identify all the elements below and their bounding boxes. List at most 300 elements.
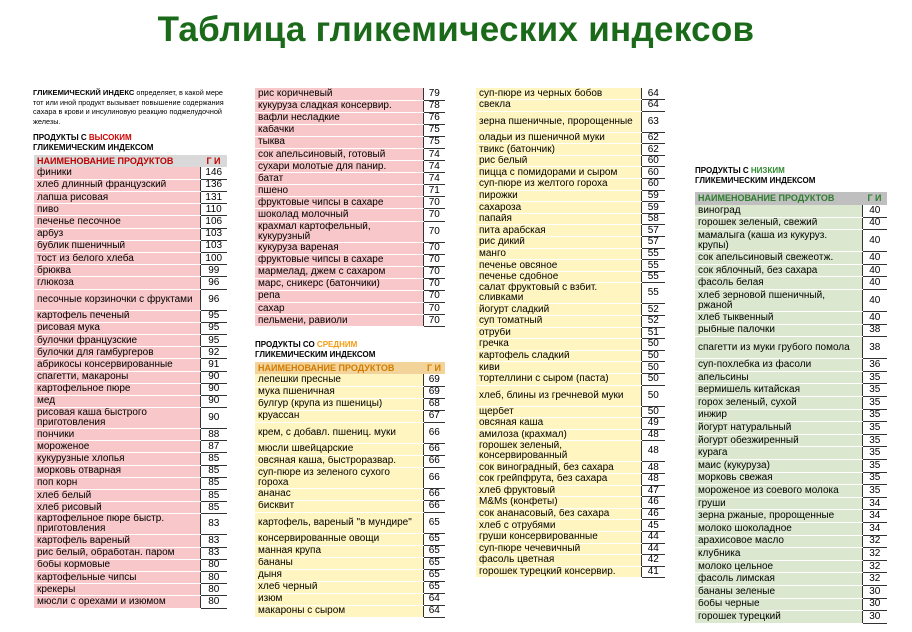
table-row (695, 598, 887, 611)
gi-value: 69 (423, 374, 445, 386)
table-row (255, 410, 445, 422)
product-name: круассан (255, 410, 423, 422)
gi-value: 65 (423, 557, 445, 569)
product-name: булочки для гамбургеров (34, 347, 200, 359)
table-row (34, 465, 227, 477)
table-row (695, 472, 887, 485)
gi-value: 57 (641, 237, 665, 249)
table-row (255, 422, 445, 443)
table-row (695, 434, 887, 447)
table-row (695, 447, 887, 460)
gi-value: 70 (423, 242, 445, 254)
table-row (476, 111, 665, 132)
product-name: вермишель китайская (695, 384, 862, 397)
gi-value: 146 (200, 167, 227, 179)
table-row (476, 190, 665, 202)
gi-value: 75 (423, 124, 445, 136)
product-name: сок виноградный, без сахара (476, 462, 641, 474)
gi-value: 32 (862, 548, 887, 561)
table-row (255, 512, 445, 533)
gi-value: 38 (862, 324, 887, 337)
gi-value: 35 (862, 447, 887, 460)
gi-value: 36 (862, 359, 887, 372)
gi-value: 87 (200, 441, 227, 453)
product-name: изюм (255, 593, 423, 605)
table-row (34, 359, 227, 371)
gi-value: 49 (641, 418, 665, 430)
product-name: картофельное пюре (34, 383, 200, 395)
product-name: суп-похлебка из фасоли (695, 359, 862, 372)
high-gi-table-part2 (255, 88, 445, 327)
gi-value: 74 (423, 161, 445, 173)
gi-value: 50 (641, 406, 665, 418)
table-row (476, 316, 665, 328)
gi-value: 65 (423, 533, 445, 545)
table-row (255, 290, 445, 302)
gi-value: 99 (200, 265, 227, 277)
product-name: картофель, вареный "в мундире" (255, 512, 423, 533)
product-name: морковь отварная (34, 465, 200, 477)
product-name: сок яблочный, без сахара (695, 264, 862, 277)
gi-value: 32 (862, 535, 887, 548)
table-row (476, 462, 665, 474)
product-name: морковь свежая (695, 472, 862, 485)
gi-value: 106 (200, 216, 227, 228)
gi-value: 71 (423, 185, 445, 197)
gi-value: 76 (423, 112, 445, 124)
gi-value: 44 (641, 543, 665, 555)
gi-value: 40 (862, 277, 887, 290)
product-name: M&Ms (конфеты) (476, 497, 641, 509)
gi-value: 100 (200, 253, 227, 265)
table-row (34, 334, 227, 346)
gi-value: 58 (641, 213, 665, 225)
table-row (255, 112, 445, 124)
product-name: ананас (255, 488, 423, 500)
table-row (695, 264, 887, 277)
gi-value: 40 (862, 217, 887, 230)
table-row (255, 278, 445, 290)
table-row (255, 467, 445, 488)
product-name: хлеб с отрубями (476, 520, 641, 532)
gi-value: 80 (200, 584, 227, 596)
table-row (476, 100, 665, 112)
table-row (34, 383, 227, 395)
product-name: арахисовое масло (695, 535, 862, 548)
gi-value: 46 (641, 497, 665, 509)
table-row (476, 543, 665, 555)
gi-value: 32 (862, 560, 887, 573)
product-name: сухари молотые для панир. (255, 161, 423, 173)
medium-word: СРЕДНИМ (316, 340, 358, 349)
product-name: репа (255, 290, 423, 302)
gi-value: 55 (641, 260, 665, 272)
gi-value: 85 (200, 477, 227, 489)
gi-value: 85 (200, 465, 227, 477)
product-name: сок ананасовый, без сахара (476, 508, 641, 520)
product-name: бобы черные (695, 598, 862, 611)
gi-value: 66 (423, 467, 445, 488)
table-row (476, 429, 665, 441)
gi-value: 70 (423, 209, 445, 221)
gi-value: 65 (423, 512, 445, 533)
product-name: горошек турецкий (695, 611, 862, 624)
product-name: абрикосы консервированные (34, 359, 200, 371)
gi-value: 70 (423, 254, 445, 266)
table-row (476, 520, 665, 532)
gi-value: 32 (862, 573, 887, 586)
medium-gi-table-part2 (476, 88, 665, 578)
table-row (476, 339, 665, 351)
gi-value: 59 (641, 202, 665, 214)
product-name: рис белый, обработан. паром (34, 547, 200, 559)
product-name: отруби (476, 327, 641, 339)
product-name: сахароза (476, 202, 641, 214)
gi-value: 50 (641, 350, 665, 362)
gi-value: 52 (641, 316, 665, 328)
product-name: рис дикий (476, 237, 641, 249)
product-name: груши консервированные (476, 531, 641, 543)
gi-value: 55 (641, 271, 665, 283)
table-row (695, 585, 887, 598)
product-name: твикс (батончик) (476, 144, 641, 156)
table-row (34, 265, 227, 277)
gi-value: 65 (423, 581, 445, 593)
table-row (34, 408, 227, 429)
low-gi-heading: ПРОДУКТЫ С НИЗКИМ ГЛИКЕМИЧЕСКИМ ИНДЕКСОМ (695, 166, 816, 185)
table-row (476, 271, 665, 283)
product-name: хлеб черный (255, 581, 423, 593)
product-name: оладьи из пшеничной муки (476, 132, 641, 144)
product-name: фасоль лимская (695, 573, 862, 586)
gi-value: 80 (200, 559, 227, 571)
gi-value: 44 (641, 531, 665, 543)
product-name: бобы кормовые (34, 559, 200, 571)
table-row (34, 535, 227, 547)
product-name: амилоза (крахмал) (476, 429, 641, 441)
gi-value: 88 (200, 429, 227, 441)
gi-value: 42 (641, 555, 665, 567)
table-row (34, 547, 227, 559)
gi-value: 90 (200, 383, 227, 395)
table-row (255, 88, 445, 100)
gi-value: 70 (423, 266, 445, 278)
product-name: суп-пюре из черных бобов (476, 88, 641, 100)
gi-value: 69 (423, 386, 445, 398)
table-row (695, 337, 887, 359)
table-row (695, 205, 887, 218)
gi-value: 70 (423, 303, 445, 315)
table-row (695, 535, 887, 548)
table-row (476, 225, 665, 237)
table-row (476, 350, 665, 362)
product-name: рис белый (476, 155, 641, 167)
table-row (476, 304, 665, 316)
gi-value: 35 (862, 371, 887, 384)
table-row (255, 374, 445, 386)
gi-value: 50 (641, 373, 665, 385)
product-name: консервированные овощи (255, 533, 423, 545)
gi-value: 83 (200, 547, 227, 559)
product-name: тортеллини с сыром (паста) (476, 373, 641, 385)
product-name: крахмал картофельный, кукурузный (255, 221, 423, 242)
table-row (255, 136, 445, 148)
table-row (476, 213, 665, 225)
gi-value: 40 (862, 264, 887, 277)
product-name: вафли несладкие (255, 112, 423, 124)
gi-value: 55 (641, 248, 665, 260)
product-name: мороженое (34, 441, 200, 453)
product-name: картофельное пюре быстр. приготовления (34, 514, 200, 535)
gi-value: 67 (423, 410, 445, 422)
product-name: батат (255, 173, 423, 185)
product-name: манго (476, 248, 641, 260)
table-row (255, 605, 445, 617)
table-row (476, 473, 665, 485)
table-row (476, 132, 665, 144)
table-row (255, 581, 445, 593)
gi-value: 66 (423, 455, 445, 467)
table-row (695, 230, 887, 252)
product-name: мамалыга (каша из кукуруз. крупы) (695, 230, 862, 252)
intro-definition: определяет, в какой мере тот или иной продукт вызывает повышение содержания сахара в крови и инсулиновую реакцию поджелудочной железы. (33, 88, 224, 126)
product-name: хлеб рисовый (34, 502, 200, 514)
table-row (476, 155, 665, 167)
table-row (255, 488, 445, 500)
product-name: горошек зеленый, свежий (695, 217, 862, 230)
gi-value: 74 (423, 148, 445, 160)
table-row (695, 497, 887, 510)
gi-value: 35 (862, 422, 887, 435)
column-header-gi: Г И (862, 192, 887, 205)
table-row (255, 242, 445, 254)
product-name: суп-пюре из желтого гороха (476, 179, 641, 191)
table-row (476, 555, 665, 567)
gi-value: 70 (423, 221, 445, 242)
table-row (476, 248, 665, 260)
high-gi-heading: ПРОДУКТЫ С ВЫСОКИМ ГЛИКЕМИЧЕСКИМ ИНДЕКСОМ (33, 133, 154, 152)
gi-value: 50 (641, 385, 665, 406)
product-name: песочные корзиночки с фруктами (34, 289, 200, 310)
product-name: горох зеленый, сухой (695, 397, 862, 410)
table-row (34, 490, 227, 502)
table-row (34, 347, 227, 359)
gi-value: 66 (423, 422, 445, 443)
gi-value: 85 (200, 502, 227, 514)
table-row (695, 312, 887, 325)
column-header-gi: Г И (423, 362, 445, 374)
product-name: овсяная каша, быстроразвар. (255, 455, 423, 467)
table-row (255, 209, 445, 221)
gi-value: 38 (862, 337, 887, 359)
table-row (476, 485, 665, 497)
product-name: пельмени, равиоли (255, 315, 423, 327)
gi-value: 59 (641, 190, 665, 202)
product-name: картофельные чипсы (34, 571, 200, 583)
product-name: картофель сладкий (476, 350, 641, 362)
product-name: курага (695, 447, 862, 460)
table-row (255, 221, 445, 242)
table-row (255, 303, 445, 315)
gi-value: 40 (862, 230, 887, 252)
table-row (476, 531, 665, 543)
gi-value: 48 (641, 429, 665, 441)
product-name: мед (34, 395, 200, 407)
product-name: пончики (34, 429, 200, 441)
table-row (34, 502, 227, 514)
product-name: фасоль цветная (476, 555, 641, 567)
product-name: суп-пюре чечевичный (476, 543, 641, 555)
product-name: инжир (695, 409, 862, 422)
gi-value: 52 (641, 304, 665, 316)
table-row (476, 385, 665, 406)
gi-value: 60 (641, 179, 665, 191)
table-row (34, 514, 227, 535)
table-row (695, 217, 887, 230)
table-row (255, 569, 445, 581)
product-name: мармелад, джем с сахаром (255, 266, 423, 278)
product-name: манная крупа (255, 545, 423, 557)
product-name: крекеры (34, 584, 200, 596)
table-row (255, 443, 445, 455)
gi-value: 48 (641, 462, 665, 474)
table-row (695, 252, 887, 265)
gi-value: 47 (641, 485, 665, 497)
gi-value: 48 (641, 441, 665, 462)
product-name: хлеб белый (34, 490, 200, 502)
product-name: сок грейпфрута, без сахара (476, 473, 641, 485)
gi-value: 64 (641, 88, 665, 100)
product-name: рисовая каша быстрого приготовления (34, 408, 200, 429)
table-row (695, 573, 887, 586)
product-name: киви (476, 362, 641, 374)
product-name: дыня (255, 569, 423, 581)
gi-value: 78 (423, 100, 445, 112)
product-name: пита арабская (476, 225, 641, 237)
gi-value: 30 (862, 585, 887, 598)
table-row (476, 144, 665, 156)
table-row (476, 167, 665, 179)
product-name: хлеб тыквенный (695, 312, 862, 325)
product-name: хлеб зерновой пшеничный, ржаной (695, 290, 862, 312)
table-row (34, 179, 227, 191)
gi-value: 57 (641, 225, 665, 237)
product-name: зерна ржаные, пророщенные (695, 510, 862, 523)
gi-value: 51 (641, 327, 665, 339)
product-name: фруктовые чипсы в сахаре (255, 197, 423, 209)
product-name: йогурт сладкий (476, 304, 641, 316)
product-name: суп томатный (476, 316, 641, 328)
table-row (34, 216, 227, 228)
gi-value: 50 (641, 339, 665, 351)
table-row (34, 310, 227, 322)
table-row (476, 283, 665, 304)
gi-value: 80 (200, 596, 227, 608)
table-row (255, 593, 445, 605)
gi-value: 34 (862, 522, 887, 535)
gi-value: 90 (200, 408, 227, 429)
product-name: печенье овсяное (476, 260, 641, 272)
table-row (695, 485, 887, 498)
table-row (34, 395, 227, 407)
product-name: молоко цельное (695, 560, 862, 573)
table-row (476, 566, 665, 578)
gi-value: 66 (423, 500, 445, 512)
table-row (255, 100, 445, 112)
table-row (695, 397, 887, 410)
product-name: мюсли с орехами и изюмом (34, 596, 200, 608)
product-name: пшено (255, 185, 423, 197)
table-row (695, 422, 887, 435)
gi-value: 30 (862, 598, 887, 611)
product-name: бананы зеленые (695, 585, 862, 598)
gi-value: 65 (423, 545, 445, 557)
gi-value: 95 (200, 322, 227, 334)
product-name: картофель вареный (34, 535, 200, 547)
product-name: лапша рисовая (34, 192, 200, 204)
product-name: печенье песочное (34, 216, 200, 228)
column-header-name: НАИМЕНОВАНИЕ ПРОДУКТОВ (34, 155, 200, 167)
product-name: маис (кукуруза) (695, 460, 862, 473)
table-row (255, 161, 445, 173)
table-row (34, 289, 227, 310)
gi-value: 30 (862, 611, 887, 624)
table-row (476, 508, 665, 520)
product-name: йогурт натуральный (695, 422, 862, 435)
table-row (255, 545, 445, 557)
product-name: кабачки (255, 124, 423, 136)
product-name: кукуруза вареная (255, 242, 423, 254)
table-row (695, 359, 887, 372)
product-name: хлеб длинный французский (34, 179, 200, 191)
table-header-row (695, 192, 887, 205)
table-row (255, 386, 445, 398)
gi-value: 92 (200, 347, 227, 359)
gi-value: 79 (423, 88, 445, 100)
table-row (34, 253, 227, 265)
product-name: сок апельсиновый свежеотж. (695, 252, 862, 265)
product-name: хлеб, блины из гречневой муки (476, 385, 641, 406)
gi-value: 90 (200, 395, 227, 407)
table-row (255, 398, 445, 410)
table-row (255, 315, 445, 327)
gi-value: 35 (862, 434, 887, 447)
table-row (695, 371, 887, 384)
product-name: печенье сдобное (476, 271, 641, 283)
gi-value: 75 (423, 136, 445, 148)
gi-value: 48 (641, 473, 665, 485)
low-gi-table (695, 192, 887, 624)
product-name: мюсли швейцарские (255, 443, 423, 455)
product-name: рисовая мука (34, 322, 200, 334)
table-header-row (34, 155, 227, 167)
table-row (695, 611, 887, 624)
table-row (255, 254, 445, 266)
product-name: кукурузные хлопья (34, 453, 200, 465)
gi-value: 136 (200, 179, 227, 191)
table-row (476, 88, 665, 100)
product-name: йогурт обезжиренный (695, 434, 862, 447)
column-header-name: НАИМЕНОВАНИЕ ПРОДУКТОВ (695, 192, 862, 205)
low-word: НИЗКИМ (750, 166, 785, 175)
product-name: гречка (476, 339, 641, 351)
product-name: крем, с добавл. пшениц. муки (255, 422, 423, 443)
product-name: хлеб фруктовый (476, 485, 641, 497)
product-name: булгур (крупа из пшеницы) (255, 398, 423, 410)
product-name: пиво (34, 204, 200, 216)
table-row (34, 240, 227, 252)
gi-value: 80 (200, 571, 227, 583)
